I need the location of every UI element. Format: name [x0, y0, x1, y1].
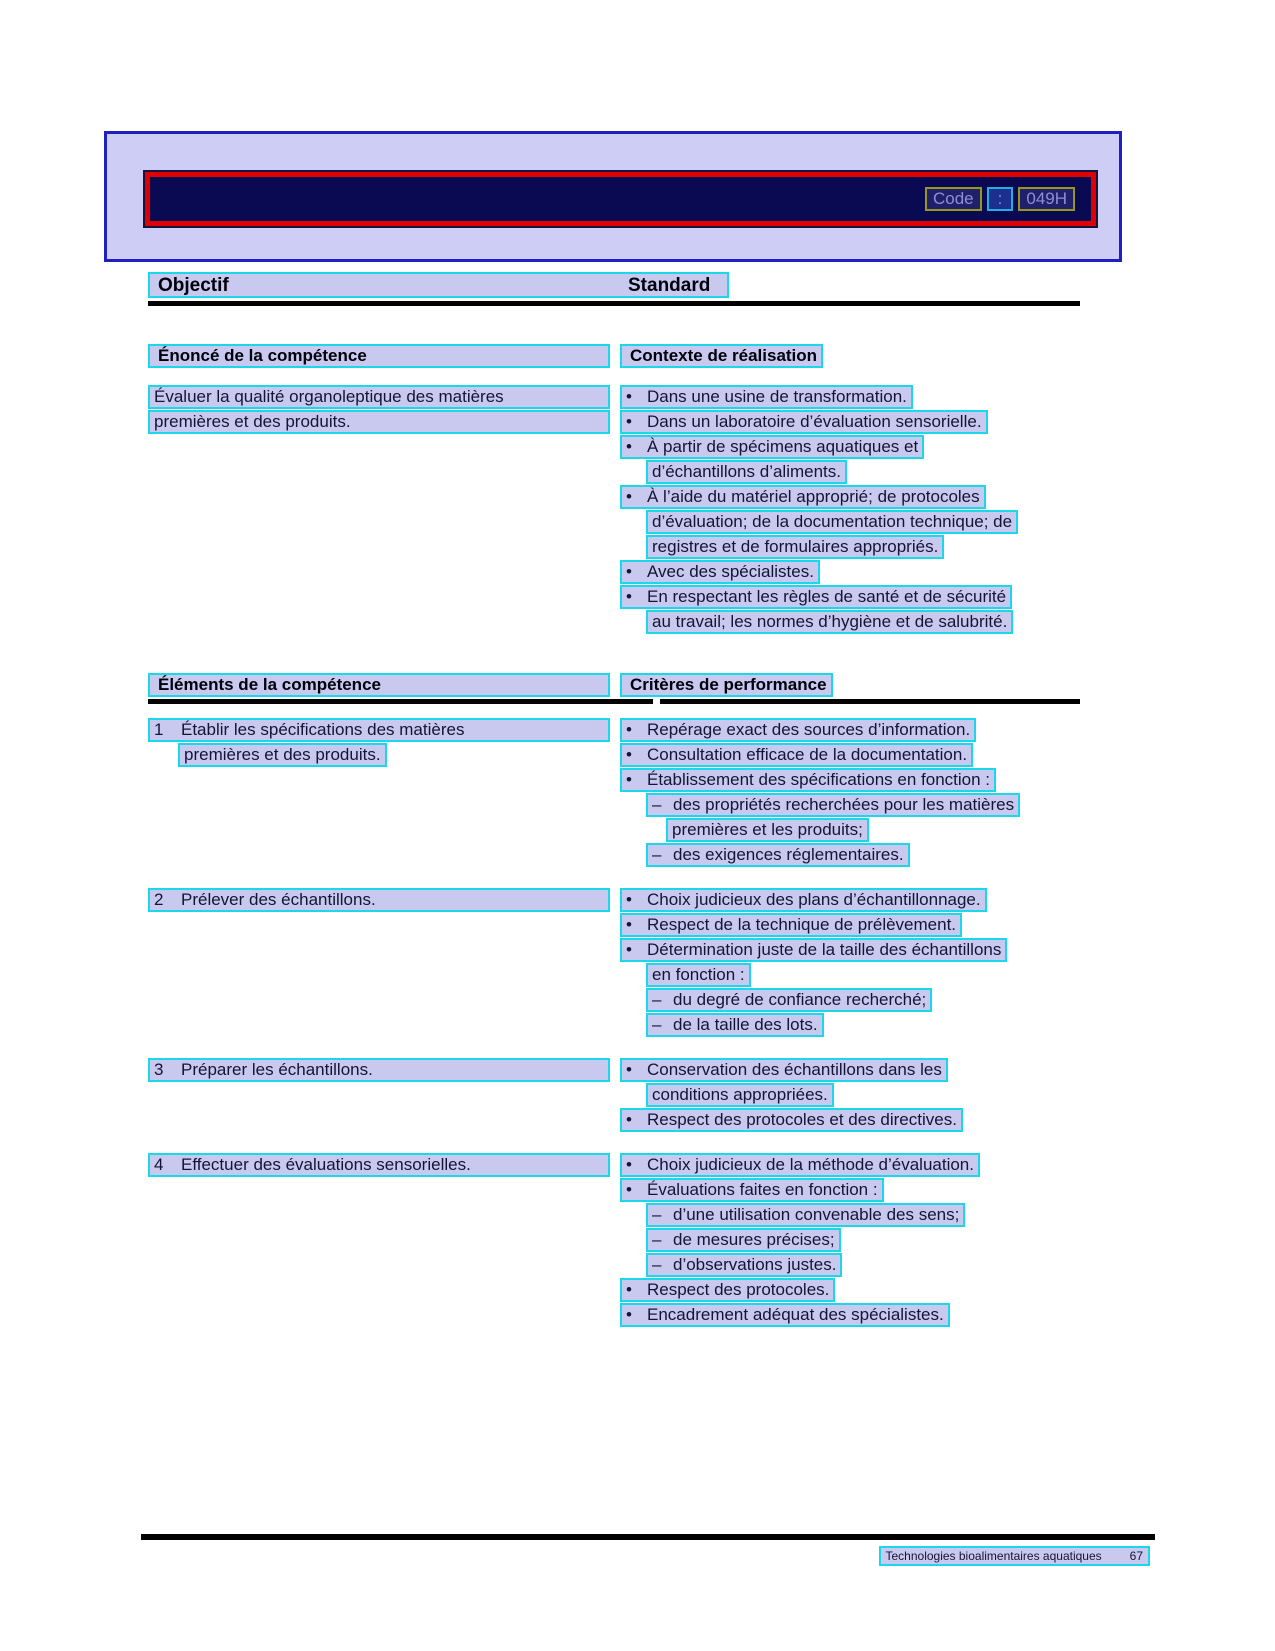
bullet-icon: •: [626, 1280, 632, 1299]
bullet-icon: •: [626, 487, 632, 506]
right-line: [620, 743, 1080, 767]
bullet-icon: •: [626, 1155, 632, 1174]
right-column: [620, 888, 1080, 1038]
right-line: [620, 485, 1080, 509]
right-line: [620, 768, 1080, 792]
text-highlight: • Dans une usine de transformation.: [620, 385, 913, 409]
rule-gap: [653, 699, 660, 704]
right-line: [620, 938, 1080, 962]
text-highlight: 2 Prélever des échantillons.: [148, 888, 610, 912]
left-column: [148, 385, 620, 435]
rule-segment-right: [660, 699, 1080, 704]
bullet-icon: •: [626, 940, 632, 959]
text-highlight: premières et des produits.: [148, 410, 610, 434]
right-line: [620, 585, 1080, 609]
text-highlight: – de mesures précises;: [646, 1228, 841, 1252]
left-column: [148, 1058, 620, 1083]
bullet-icon: •: [626, 1305, 632, 1324]
right-line: [646, 963, 1080, 987]
text-highlight: registres et de formulaires appropriés.: [646, 535, 944, 559]
bullet-icon: •: [626, 720, 632, 739]
right-column: [620, 673, 1080, 697]
text-highlight: • À l’aide du matériel approprié; de protocoles: [620, 485, 986, 509]
dash-icon: –: [652, 1015, 662, 1034]
text-highlight: • Encadrement adéquat des spécialistes.: [620, 1303, 950, 1327]
bullet-icon: •: [626, 770, 632, 789]
right-line: [620, 1108, 1080, 1132]
text-highlight: • Respect des protocoles et des directives.: [620, 1108, 963, 1132]
right-line: [620, 1278, 1080, 1302]
dash-icon: –: [652, 990, 662, 1009]
objectif-standard-band: [148, 272, 729, 298]
horizontal-rule-middle: [148, 699, 1080, 704]
left-line: [148, 888, 610, 912]
dash-icon: –: [652, 845, 662, 864]
right-line: [620, 560, 1080, 584]
bullet-icon: •: [626, 412, 632, 431]
dash-icon: –: [652, 1255, 662, 1274]
right-line: [646, 1203, 1080, 1227]
bullet-icon: •: [626, 890, 632, 909]
bullet-icon: •: [626, 1110, 632, 1129]
left-column: [148, 888, 620, 913]
item-number: 4: [154, 1155, 164, 1174]
code-separator: :: [987, 187, 1014, 211]
right-column: [620, 344, 1080, 368]
footer: [879, 1546, 1151, 1566]
left-line: [178, 743, 610, 767]
header-panel: [104, 131, 1122, 262]
section-heading: Critères de performance: [620, 673, 833, 697]
bullet-icon: •: [626, 437, 632, 456]
text-highlight: 1 Établir les spécifications des matières: [148, 718, 610, 742]
text-highlight: • Détermination juste de la taille des échantillons: [620, 938, 1007, 962]
elements-rows: [148, 718, 1080, 1328]
section-2-headings: [148, 673, 1080, 697]
text-highlight: d’évaluation; de la documentation technique; de: [646, 510, 1018, 534]
right-line: [620, 1178, 1080, 1202]
text-highlight: • Respect de la technique de prélèvement.: [620, 913, 962, 937]
competence-row: [148, 1058, 1080, 1133]
competence-row: [148, 1153, 1080, 1328]
code-label: Code: [925, 187, 982, 211]
footer-title: Technologies bioalimentaires aquatiques: [885, 1549, 1102, 1563]
section-1-headings: [148, 344, 1080, 368]
right-line: [646, 843, 1080, 867]
text-highlight: premières et des produits.: [178, 743, 387, 767]
text-highlight: • Évaluations faites en fonction :: [620, 1178, 884, 1202]
left-column: [148, 1153, 620, 1178]
left-line: [148, 1153, 610, 1177]
page-number: 67: [1129, 1549, 1143, 1563]
text-highlight: • Établissement des spécifications en fonction :: [620, 768, 996, 792]
right-line: [620, 718, 1080, 742]
document-content: [148, 272, 1080, 1328]
bullet-icon: •: [626, 1180, 632, 1199]
code-value: 049H: [1018, 187, 1075, 211]
title-banner: [145, 172, 1096, 226]
right-line: [620, 1153, 1080, 1177]
text-highlight: 3 Préparer les échantillons.: [148, 1058, 610, 1082]
left-line: [148, 410, 610, 434]
right-line: [620, 888, 1080, 912]
competence-row: [148, 888, 1080, 1038]
section-heading: Éléments de la compétence: [148, 673, 610, 697]
footer-text: [879, 1546, 1151, 1566]
text-highlight: • Repérage exact des sources d’information.: [620, 718, 976, 742]
text-highlight: – des exigences réglementaires.: [646, 843, 910, 867]
right-line: [666, 818, 1080, 842]
right-line: [620, 913, 1080, 937]
right-line: [646, 793, 1080, 817]
text-highlight: – du degré de confiance recherché;: [646, 988, 932, 1012]
right-line: [620, 1303, 1080, 1327]
text-highlight: – d’observations justes.: [646, 1253, 842, 1277]
item-number: 1: [154, 720, 164, 739]
right-line: [646, 535, 1080, 559]
code-line: [925, 187, 1075, 211]
bullet-icon: •: [626, 1060, 632, 1079]
text-highlight: au travail; les normes d’hygiène et de salubrité.: [646, 610, 1013, 634]
right-line: [646, 460, 1080, 484]
text-highlight: Évaluer la qualité organoleptique des matières: [148, 385, 610, 409]
left-column: [148, 344, 620, 368]
right-line: [646, 510, 1080, 534]
bullet-icon: •: [626, 562, 632, 581]
left-line: [148, 718, 610, 742]
standard-heading: Standard: [628, 275, 711, 296]
right-column: [620, 1058, 1080, 1133]
text-highlight: • Consultation efficace de la documentation.: [620, 743, 973, 767]
horizontal-rule-top: [148, 301, 1080, 306]
right-line: [646, 1083, 1080, 1107]
left-column: [148, 673, 620, 697]
text-highlight: • Choix judicieux de la méthode d’évaluation.: [620, 1153, 980, 1177]
section-heading: Contexte de réalisation: [620, 344, 823, 368]
right-line: [646, 1253, 1080, 1277]
text-highlight: • Dans un laboratoire d’évaluation sensorielle.: [620, 410, 988, 434]
dash-icon: –: [652, 795, 662, 814]
right-line: [620, 1058, 1080, 1082]
dash-icon: –: [652, 1205, 662, 1224]
right-line: [646, 610, 1080, 634]
objectif-heading: Objectif: [158, 275, 229, 296]
rule-segment-left: [148, 699, 653, 704]
text-highlight: • Choix judicieux des plans d’échantillonnage.: [620, 888, 987, 912]
left-column: [148, 718, 620, 768]
enonce-rows: [148, 385, 1080, 635]
text-highlight: d’échantillons d’aliments.: [646, 460, 847, 484]
right-line: [620, 385, 1080, 409]
text-highlight: – d’une utilisation convenable des sens;: [646, 1203, 965, 1227]
text-highlight: – des propriétés recherchées pour les matières: [646, 793, 1020, 817]
right-column: [620, 718, 1080, 868]
right-line: [646, 1228, 1080, 1252]
right-line: [620, 410, 1080, 434]
horizontal-rule-footer: [141, 1534, 1155, 1540]
text-highlight: 4 Effectuer des évaluations sensorielles.: [148, 1153, 610, 1177]
right-line: [646, 1013, 1080, 1037]
right-line: [646, 988, 1080, 1012]
right-column: [620, 385, 1080, 635]
bullet-icon: •: [626, 587, 632, 606]
bullet-icon: •: [626, 915, 632, 934]
text-highlight: premières et les produits;: [666, 818, 869, 842]
text-highlight: • À partir de spécimens aquatiques et: [620, 435, 924, 459]
text-highlight: en fonction :: [646, 963, 751, 987]
item-number: 2: [154, 890, 164, 909]
bullet-icon: •: [626, 387, 632, 406]
left-line: [148, 1058, 610, 1082]
right-column: [620, 1153, 1080, 1328]
competence-row: [148, 385, 1080, 635]
item-number: 3: [154, 1060, 164, 1079]
bullet-icon: •: [626, 745, 632, 764]
text-highlight: • Conservation des échantillons dans les: [620, 1058, 948, 1082]
text-highlight: – de la taille des lots.: [646, 1013, 824, 1037]
section-heading: Énoncé de la compétence: [148, 344, 610, 368]
right-line: [620, 435, 1080, 459]
left-line: [148, 385, 610, 409]
dash-icon: –: [652, 1230, 662, 1249]
competence-row: [148, 718, 1080, 868]
text-highlight: conditions appropriées.: [646, 1083, 834, 1107]
text-highlight: • En respectant les règles de santé et de sécurité: [620, 585, 1012, 609]
text-highlight: • Respect des protocoles.: [620, 1278, 835, 1302]
text-highlight: • Avec des spécialistes.: [620, 560, 820, 584]
